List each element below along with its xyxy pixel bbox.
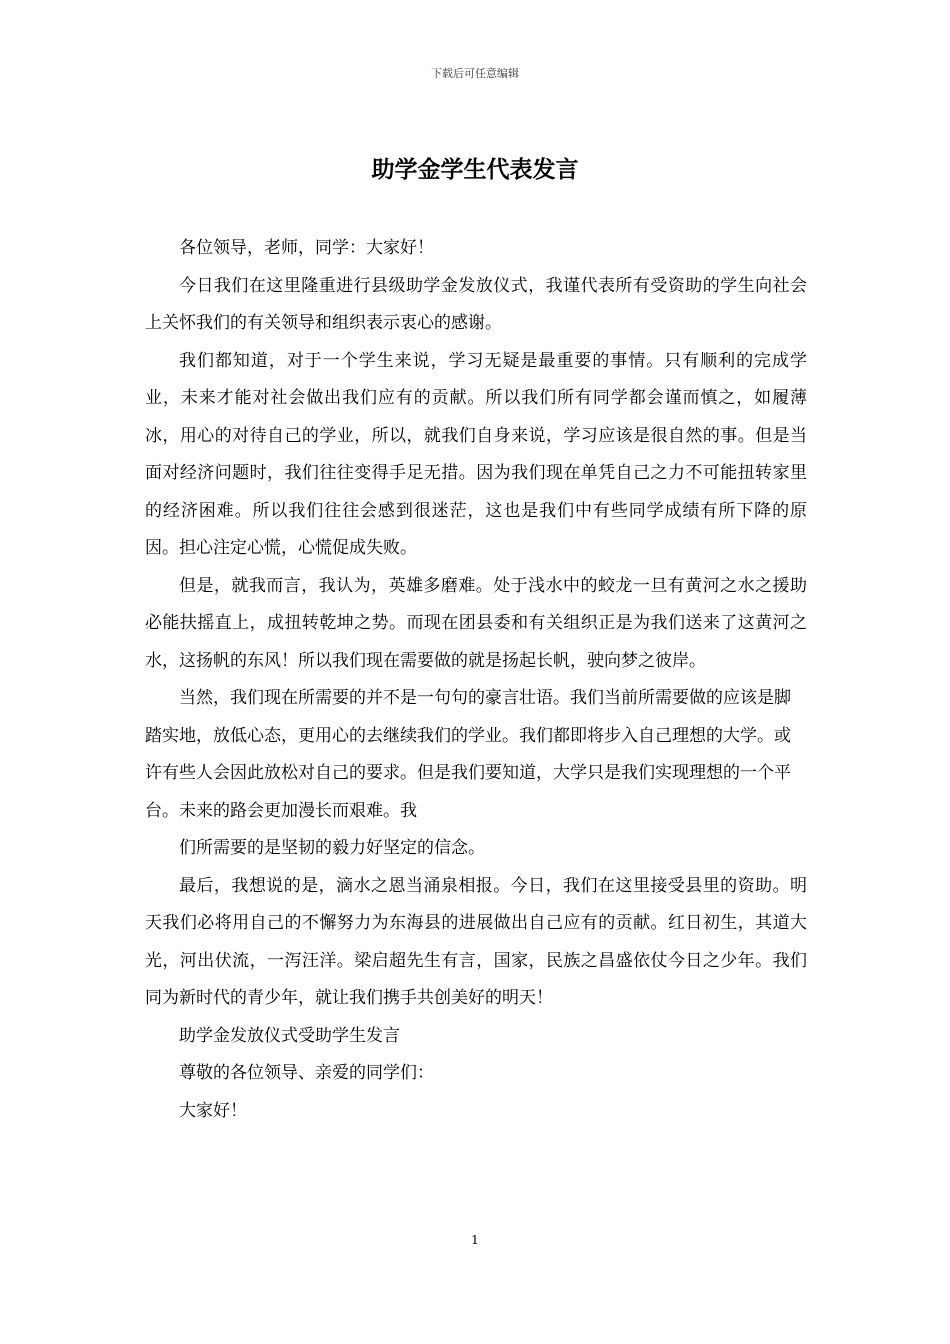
paragraph-greeting: 各位领导，老师，同学：大家好！ [179,238,434,258]
paragraph-hardship: 但是，就我而言，我认为，英雄多磨难。处于浅水中的蛟龙一旦有黄河之水之援助必能扶摇直上，成扭转乾坤之势。而现在团县委和有关组织正是为我们送来了这黄河之水，这扬帆的东风！所以我们现在需要做的就是扬起长帆，驶向梦之彼岸。 [145,575,807,671]
paragraph-action-continued: 们所需要的是坚韧的毅力好坚定的信念。 [179,838,485,858]
second-speech-salutation: 尊敬的各位领导、亲爱的同学们： [179,1063,434,1083]
document-title: 助学金学生代表发言 [371,156,579,183]
second-speech-greeting: 大家好！ [179,1100,247,1121]
document-body [145,230,807,1130]
page-number: 1 [471,1233,479,1247]
paragraph-study: 我们都知道，对于一个学生来说，学习无疑是最重要的事情。只有顺利的完成学业，未来才能对社会做出我们应有的贡献。所以我们所有同学都会谨而慎之，如履薄冰，用心的对待自己的学业，所以，就我们自身来说，学习应该是很自然的事。但是当面对经济问题时，我们往往变得手足无措。因为我们现在单凭自己之力不可能扭转家里的经济困难。所以我们往往会感到很迷茫，这也是我们中有些同学成绩有所下降的原因。担心注定心慌，心慌促成失败。 [145,350,807,558]
paragraph-action: 当然，我们现在所需要的并不是一句句的豪言壮语。我们当前所需要做的应该是脚踏实地，放低心态，更用心的去继续我们的学业。我们都即将步入自己理想的大学。或许有些人会因此放松对自己的要求。但是我们要知道，大学只是我们实现理想的一个平台。未来的路会更加漫长而艰难。我 [145,688,791,821]
second-speech-heading: 助学金发放仪式受助学生发言 [179,1025,400,1046]
paragraph-thanks: 今日我们在这里隆重进行县级助学金发放仪式，我谨代表所有受资助的学生向社会上关怀我们的有关领导和组织表示衷心的感谢。 [145,275,807,333]
paragraph-closing: 最后，我想说的是，滴水之恩当涌泉相报。今日，我们在这里接受县里的资助。明天我们必将用自己的不懈努力为东海县的进展做出自己应有的贡献。红日初生，其道大光，河出伏流，一泻汪洋。梁启超先生有言，国家，民族之昌盛依仗今日之少年。我们同为新时代的青少年，就让我们携手共创美好的明天！ [145,875,807,1008]
header-note: 下载后可任意编辑 [431,67,519,80]
